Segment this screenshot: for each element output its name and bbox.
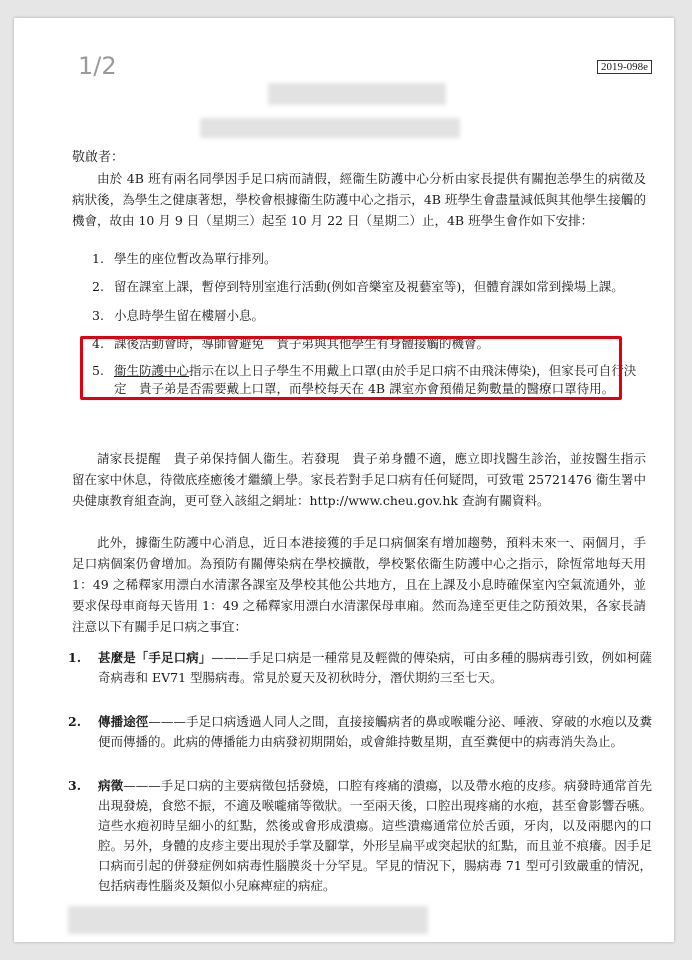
- reminder-text: 請家長提醒 貴子弟保持個人衞生。若發現 貴子弟身體不適，應立即找醫生診治，並按醫生指示留在家中休息，待徵底痊癒後才繼續上學。家長若對手足口病有任何疑問，可致電 25721476 衞生署中央健康教育組查詢，更可登入該組之網址：http://www.cheu.gov.hk 查詢有關資料。: [72, 451, 646, 508]
- list-item: [92, 307, 642, 325]
- fact-heading: 病徵: [98, 778, 124, 793]
- list-item-text: 留在課室上課，暫停到特別室進行活動(例如音樂室及視藝室等)，但體育課如常到操場上課。: [114, 279, 624, 294]
- list-item-number: 3.: [92, 308, 104, 323]
- red-highlight-box: [80, 336, 622, 400]
- reference-number: 2019-098e: [597, 60, 652, 74]
- salutation: 敬啟者：: [72, 150, 125, 165]
- list-item-text: 小息時學生留在樓層小息。: [114, 308, 265, 323]
- intro-text: 由於 4B 班有兩名同學因手足口病而請假，經衞生防護中心分析由家長提供有關抱恙學生的病徵及病狀後，為學生之健康著想，學校會根據衞生防護中心之指示，4B 班學生會盡量減低與其他學生接觸的機會，故由 10 月 9 日（星期三）起至 10 月 22 日（星期二）止，4B 班學生會作如下安排：: [72, 171, 646, 228]
- list-item-number: 4.: [92, 336, 104, 351]
- trend-text: 此外，據衞生防護中心消息，近日本港接獲的手足口病個案有增加趨勢，預料未來一、兩個月，手足口病個案仍會增加。為預防有關傳染病在學校擴散，學校緊依衞生防護中心之指示，除恆常地每天用 1：49 之稀釋家用漂白水清潔各課室及學校其他公共地方，且在上課及小息時確保室內空氣流通外，並要求保母車商每天皆用 1：49 之稀釋家用漂白水清潔保母車廂。然而為達至更佳之防預效果，各家長請注意以下有關手足口病之事宜：: [72, 535, 646, 634]
- fact-text: [68, 776, 652, 896]
- list-item-text: 學生的座位暫改為單行排列。: [114, 251, 277, 266]
- list-item-text-body: 指示在以上日子學生不用戴上口罩(由於手足口病不由飛沫傳染)，但家長可自行決定 貴子弟是否需要戴上口罩，而學校每天在 4B 課室亦會預備足夠數量的醫療口罩待用。: [114, 363, 637, 396]
- fact-text: [68, 648, 652, 688]
- fact-item: [68, 712, 652, 752]
- chp-underlined: 衞生防護中心: [114, 363, 190, 378]
- list-item-number: 2.: [92, 279, 104, 294]
- fact-heading: 甚麼是「手足口病」: [98, 650, 212, 665]
- page-indicator: 1/2: [78, 52, 117, 80]
- list-item: [92, 250, 642, 268]
- fact-body: ———手足口病是一種常見及輕微的傳染病，可由多種的腸病毒引致，例如柯薩奇病毒和 EV71 型腸病毒。常見於夏天及初秋時分，潛伏期約三至七天。: [98, 650, 652, 685]
- fact-number: 2.: [68, 714, 82, 729]
- fact-number: 3.: [68, 778, 82, 793]
- list-item-number: 5.: [92, 363, 104, 378]
- list-item: [92, 278, 642, 296]
- redacted-letter-title: [200, 118, 460, 138]
- fact-heading: 傳播途徑: [98, 714, 149, 729]
- reminder-paragraph: [72, 448, 646, 511]
- redacted-school-name: [268, 83, 446, 105]
- intro-paragraph: [72, 168, 646, 231]
- redacted-footer: [68, 906, 428, 934]
- fact-body: ———手足口病的主要病徵包括發燒，口腔有疼痛的潰瘍，以及帶水疱的皮疹。病發時通常首先出現發燒，食慾不振，不適及喉嚨痛等徵狀。一至兩天後，口腔出現疼痛的水疱，甚至會影響吞嚥。這些水疱初時呈細小的紅點，然後或會形成潰瘍。這些潰瘍通常位於舌頭，牙肉，以及兩腮內的口腔。另外，身體的皮疹主要出現於手掌及腳掌，外形呈扁平或突起狀的紅點，而且並不痕癢。因手足口病而引起的併發症例如病毒性腦膜炎十分罕見。罕見的情況下，腸病毒 71 型可引致嚴重的情況，包括病毒性腦炎及類似小兒麻痺症的病症。: [98, 778, 652, 893]
- fact-item: [68, 648, 652, 688]
- list-item-text: 課後活動會時，導師會避免 貴子弟與其他學生有身體接觸的機會。: [114, 336, 490, 351]
- trend-paragraph: [72, 532, 646, 637]
- fact-body: ———手足口病透過人同人之間，直接接觸病者的鼻或喉嚨分泌、唾液、穿破的水疱以及糞便而傳播的。此病的傳播能力由病發初期開始，或會維持數星期，直至糞便中的病毒消失為止。: [98, 714, 652, 749]
- fact-item: [68, 776, 652, 896]
- document-page: [14, 18, 674, 942]
- fact-text: [68, 712, 652, 752]
- list-item-number: 1.: [92, 251, 104, 266]
- fact-number: 1.: [68, 650, 82, 665]
